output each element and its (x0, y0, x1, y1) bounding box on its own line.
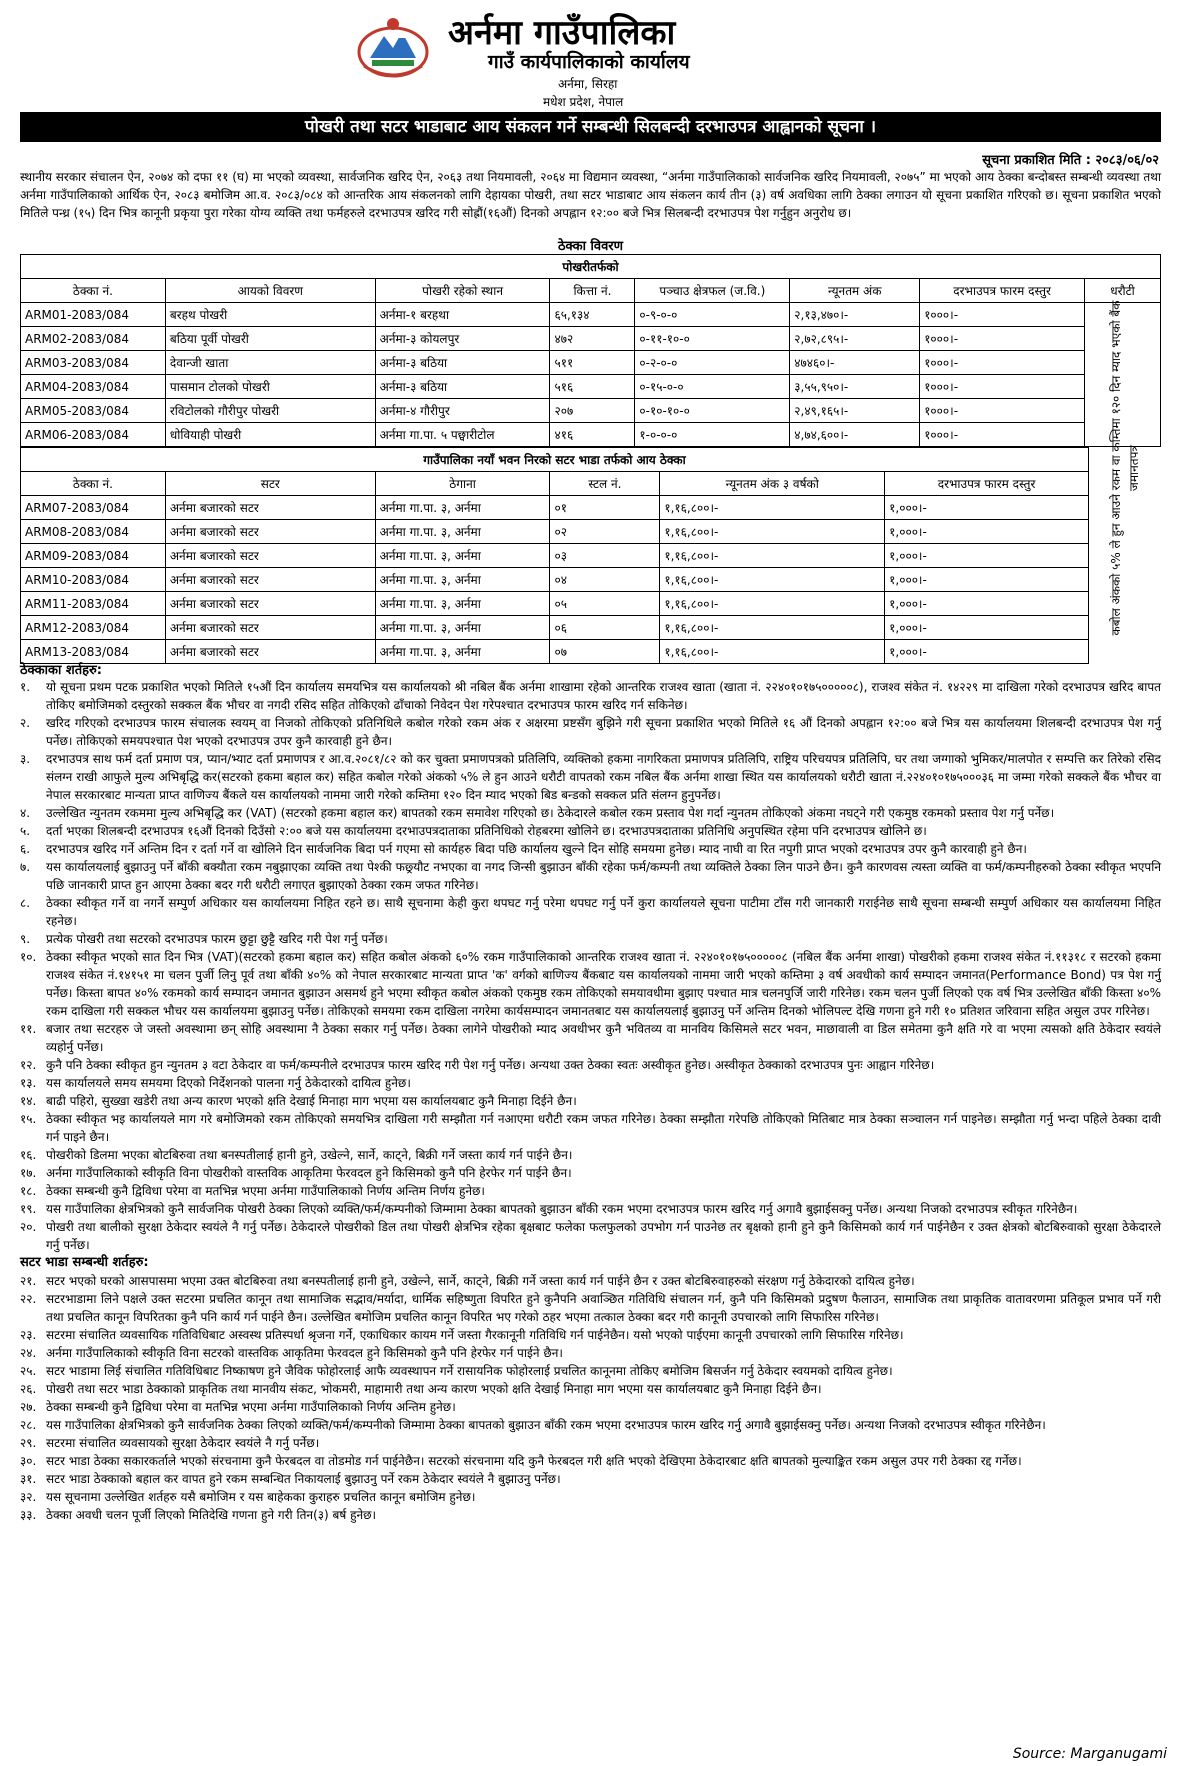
term-text: बजार तथा सटरहरु जे जस्तो अवस्थामा छन् सोहि अवस्थामा नै ठेक्का सकार गर्नु पर्नेछ। ठेक्का लागेने पोखरीको म्याद अवधीभर कुनै भवितव्य वा मानविय किसिमले सटर भवन, माछावाली वा डिल समेतमा कुनै क्षति गरे वा भएमा त्यसको क्षति ठेकेदार स्वयंले व्यहोर्नु पर्नेछ। (46, 1022, 1161, 1054)
table-cell: ०-२-०-० (635, 351, 790, 375)
term-number: २८. (20, 1418, 37, 1432)
table-cell: ARM10-2083/084 (21, 568, 166, 592)
table-cell: अर्नमा बजारको सटर (165, 640, 375, 664)
term-text: ठेक्का स्वीकृत भएको सात दिन भित्र (VAT)(सटरको हकमा बहाल कर) सहित कबोल अंकको ६०% रकम गाउँपालिकाको आन्तरिक राजश्व खाता नं. २२४०१०१७५०००००८ (नबिल बैंक अर्नमा शाखा) पोखरीको हकमा राजश्व संकेत नं.११३१८ र सटरको हकमा राजश्व संकेत नं.१४१५१ मा चलन पुर्जी लिनु पूर्व तथा बाँकी ४०% को नेपाल सरकारबाट मान्यता प्राप्त 'क' वर्गको बाणिज्य बैंकबाट यस कार्यालयको नाममा जारी भएको कम्तिमा ३ वर्ष अवधीको कार्य सम्पादन जमानत(Performance Bond) पत्र पेश गर्नु पर्नेछ। किस्ता बापत ४०% रकमको कार्य सम्पादन जमानत बुझाउन असमर्थ हुने भएमा स्वीकृत कबोल अंकको एकमुष्ठ रकम तोकिएको समयावधीमा बुझाए पश्चात मात्र चलनपुर्जि जारी गरिनेछ। रकम चलन पुर्जी लिएको एक वर्ष भित्र उल्लेखित बाँकी किस्ता ४०% रकम दाखिला गरी सक्कल भौचर यस कार्यालयमा बुझाउनु पर्नेछ। तोकिएको समयमा रकम दाखिला नगरेमा कार्यसम्पादन जमानतबाट यस कार्यालयलाई बुझाउनु पर्ने अन्तिम दिनको भोलिपल्ट देखि गणना हुने गरी १० प्रतिशत जरिवाना सहित असुल उपर गरिनेछ। (46, 950, 1161, 1018)
table-row (21, 327, 1161, 351)
table-row (21, 496, 1089, 520)
term-item (20, 1416, 1161, 1434)
table-cell: ARM02-2083/084 (21, 327, 166, 351)
table-cell: ARM04-2083/084 (21, 375, 166, 399)
table-cell: १,१६,८००।- (660, 568, 885, 592)
source-credit: Source: Marganugami (1012, 1746, 1167, 1762)
shutter-table-header (21, 472, 1089, 496)
table-cell: अर्नमा-३ कोयलपुर (375, 327, 550, 351)
term-number: २. (20, 716, 31, 730)
term-text: ठेक्का स्वीकृत गर्ने वा नगर्ने सम्पुर्ण अधिकार यस कार्यालयमा निहित रहने छ। साथै सूचनामा केही कुरा थपघट गर्नु परेमा थपघट गर्नु पर्ने कुरा कार्यालयले सूचना पाटीमा टाँस गरी जानकारी गराईनेछ साथै सूचना सम्बन्धी सम्पुर्ण अधिकार यस कार्यालयमा निहित रहनेछ। (46, 896, 1161, 928)
term-item (20, 1146, 1161, 1164)
table-cell: ARM12-2083/084 (21, 616, 166, 640)
table-cell: अर्नमा बजारको सटर (165, 568, 375, 592)
term-text: पोखरी तथा सटर भाडा ठेक्काको प्राकृतिक तथा मानवीय संकट, भोकमरी, माहामारी तथा अन्य कारण भएको क्षति देखाई मिनाहा माग भएमा यस कार्यालयबाट कुनै मिनाहा दिईने छैन। (46, 1382, 822, 1396)
term-item (20, 1074, 1161, 1092)
table-cell: १,१६,८००।- (660, 544, 885, 568)
table-cell: १,०००।- (885, 544, 1089, 568)
term-number: १५. (20, 1112, 37, 1126)
term-item (20, 1434, 1161, 1452)
table-cell: अर्नमा गा.पा. ३, अर्नमा (375, 496, 550, 520)
term-number: ४. (20, 806, 31, 820)
notice-page (18, 0, 1163, 1522)
table-row (21, 520, 1089, 544)
term-text: यस कार्यालयलाई बुझाउनु पर्ने बाँकी बक्यौता रकम नबुझाएका व्यक्ति तथा पेश्की फछ्र्यौट नभएका वा नगद जिन्सी बुझाउन बाँकी रहेका फर्म/कम्पनी तथा व्यक्तिले ठेक्का लिन पाउने छैन। कुनै कारणवस त्यस्ता व्यक्ति वा फर्म/कम्पनीहरुको ठेक्का स्वीकृत भएपनि पछि जानकारी प्राप्त हुन आएमा ठेक्का बदर गरी धरौटी लगाएत बुझाएको ठेक्का रकम जफत गरिनेछ। (46, 860, 1161, 892)
table-cell: १,०००।- (885, 520, 1089, 544)
table-row (21, 351, 1161, 375)
masthead (18, 0, 1163, 110)
term-number: ३१. (20, 1472, 37, 1486)
shutter-section-title: गाउँपालिका नयाँ भवन निरको सटर भाडा तर्फको आय ठेक्का (21, 448, 1089, 472)
table-cell: २,४९,१६५।- (790, 399, 920, 423)
term-number: २६. (20, 1382, 37, 1396)
shutter-contract-table (20, 447, 1089, 664)
table-cell: १,१६,८००।- (660, 496, 885, 520)
table-cell: ५१६ (550, 375, 635, 399)
term-text: प्रत्येक पोखरी तथा सटरको दरभाउपत्र फारम छुट्टा छुट्टै खरिद गरी पेश गर्नु पर्नेछ। (46, 932, 388, 946)
table-cell: अर्नमा गा.पा. ३, अर्नमा (375, 640, 550, 664)
table-cell: ARM11-2083/084 (21, 592, 166, 616)
term-item (20, 1326, 1161, 1344)
deposit-note-column (1090, 300, 1154, 670)
table-row (21, 423, 1161, 447)
term-text: सटर भाडा ठेक्का सकारकर्ताले भएको संरचनामा कुनै फेरबदल वा तोडमोड गर्न पाईनेछैन। सटरको संरचनामा यदि कुनै फेरबदल गरी क्षति भएको देखिएमा ठेकेदारबाट क्षति बापतको मुल्याङ्कित रकम असुल उपर गरी ठेक्का रद्द गर्नेछ। (46, 1454, 1022, 1468)
table-cell: १,०००।- (885, 640, 1089, 664)
term-text: यो सूचना प्रथम पटक प्रकाशित भएको मितिले १५औं दिन कार्यालय समयभित्र यस कार्यालयको श्री नबिल बैंक अर्नमा शाखामा रहेको आन्तरिक राजश्व खाता (खाता नं. २२४०१०१७५०००००८), राजश्व संकेत नं. १४२२९ मा दाखिला गरेको दरभाउपत्र खरिद बापत तोकिए बमोजिमको दस्तुरको सक्कल बैंक भौचर वा नगदी रसिद सहित तोकिएको ढाँचाको निवेदन पेश गरेपश्चात दरभाउपत्र फारम खरिद गर्न सकिनेछ। (46, 680, 1161, 712)
table-cell: ४,७४,६००।- (790, 423, 920, 447)
table-cell: अर्नमा गा.पा. ३, अर्नमा (375, 616, 550, 640)
table-cell: ०७ (550, 640, 660, 664)
table-cell: धोवियाही पोखरी (165, 423, 375, 447)
term-number: १३. (20, 1076, 37, 1090)
shutter-header-cell: स्टल नं. (550, 472, 660, 496)
table-cell: ARM07-2083/084 (21, 496, 166, 520)
term-text: सटर भाडामा लिई संचालित गतिविधिबाट निष्काषण हुने जैविक फोहोरलाई आफै व्यवस्थापन गर्ने रासायनिक फोहोरलाई प्रचलित कानूनमा तोकिए बमोजिम बिसर्जन गर्नु ठेकेदार स्वयमको दायित्व हुनेछ। (46, 1364, 893, 1378)
pond-header-cell: ठेक्का नं. (21, 279, 166, 303)
pond-header-cell: न्यूनतम अंक (790, 279, 920, 303)
table-cell: १-०-०-० (635, 423, 790, 447)
term-text: सटरमा संचालित व्यवसायको सुरक्षा ठेकेदार स्वयंले नै गर्नु पर्नेछ। (46, 1436, 320, 1450)
table-cell: ०२ (550, 520, 660, 544)
table-row (21, 616, 1089, 640)
terms-title: ठेक्काका शर्तहरु: (20, 663, 102, 678)
term-number: २७. (20, 1400, 37, 1414)
term-item (20, 894, 1161, 930)
term-text: पोखरी तथा बालीको सुरक्षा ठेकेदार स्वयंले नै गर्नु पर्नेछ। ठेकेदारले पोखरीको डिल तथा पोखरी क्षेत्रभित्र रहेका बृक्षबाट फलेका फलफुलको उपभोग गर्न पाउनेछ तर बृक्षको हानी हुने कुनै किसिमको कार्य गर्न पाईनेछैन र उक्त क्षेत्रको बोटबिरुवाको सुरक्षा ठेकेदारले गर्नु पर्नेछ। (46, 1220, 1161, 1252)
table-cell: १,१६,८००।- (660, 592, 885, 616)
term-item (20, 930, 1161, 948)
table-cell: १,०००।- (885, 592, 1089, 616)
term-text: पोखरीको डिलमा भएका बोटबिरुवा तथा बनस्पतीलाई हानी हुने, उखेल्ने, सार्ने, काट्ने, बिक्री गर्ने जस्ता कार्य गर्न पाईने छैन। (46, 1148, 573, 1162)
term-item (20, 1182, 1161, 1200)
term-number: ५. (20, 824, 31, 838)
table-cell: ०-९-०-० (635, 303, 790, 327)
table-row (21, 640, 1089, 664)
term-text: यस गाउँपालिका क्षेत्रभित्रको कुनै सार्वजनिक पोखरी ठेक्का लिएको व्यक्ति/फर्म/कम्पनीको जिम्मामा ठेक्का बापतको बुझाउन बाँकी रकम भएमा दरभाउपत्र फारम खरिद गर्नु अगावै बुझाईसक्नु पर्नेछ। अन्यथा निजको दरभाउपत्र स्वीकृत गरिनेछैन। (46, 1202, 1078, 1216)
term-text: दरभाउपत्र साथ फर्म दर्ता प्रमाण पत्र, प्यान/भ्याट दर्ता प्रमाणपत्र र आ.व.२०८१/८२ को कर चुक्ता प्रमाणपत्रको प्रतिलिपि, व्यक्तिको हकमा नागरिकता प्रमाणपत्र प्रतिलिपि, राष्ट्रिय परिचयपत्र प्रतिलिपि, घर तथा जग्गाको भुमिकर/मालपोत र सम्पत्ति कर तिरेको रसिद संलग्न राखी आफुले मुल्य अभिबृद्धि कर(सटरको हकमा बहाल कर) सहित कबोल गरेको अंकको ५% ले हुन आउने धरौटी वापतको रकम नबिल बैंक अर्नमा शाखा स्थित यस कार्यालयको धरौटी खाता नं.२२४०१०१७५०००३६ मा जम्मा गरेको सक्कले बैंक भौचर वा नेपाल सरकारबाट मान्यता प्राप्त वाणिज्य बैंकले यस कार्यालयको नाममा जारी गरेको कम्तिमा १२० दिन म्याद भएको बिड बन्डको सक्कल प्रति संलग्न हुनुपर्नेछ। (46, 752, 1161, 802)
term-item (20, 858, 1161, 894)
table-cell: अर्नमा बजारको सटर (165, 496, 375, 520)
term-item (20, 1452, 1161, 1470)
term-number: २५. (20, 1364, 37, 1378)
notice-title: पोखरी तथा सटर भाडाबाट आय संकलन गर्ने सम्बन्धी सिलबन्दी दरभाउपत्र आह्वानको सूचना । (20, 112, 1161, 142)
term-item (20, 1092, 1161, 1110)
term-text: अर्नमा गाउँपालिकाको स्वीकृति विना सटरको वास्तविक आकृतिमा फेरवदल हुने किसिमको कुनै पनि हेरफेर गर्न पाईने छैन। (46, 1346, 563, 1360)
table-cell: ARM13-2083/084 (21, 640, 166, 664)
table-cell: २०७ (550, 399, 635, 423)
term-item (20, 678, 1161, 714)
table-row (21, 375, 1161, 399)
table-cell: १०००।- (920, 303, 1085, 327)
term-item (20, 1272, 1161, 1290)
term-text: कुनै पनि ठेक्का स्वीकृत हुन न्युनतम ३ वटा ठेकेदार वा फर्म/कम्पनीले दरभाउपत्र फारम खरिद गरी पेश गर्नु पर्नेछ। अन्यथा उक्त ठेक्का स्वतः अस्वीकृत हुनेछ। अस्वीकृत ठेक्काको दरभाउपत्र पुनः आह्वान गरिनेछ। (46, 1058, 935, 1072)
table-cell: रविटोलको गौरीपुर पोखरी (165, 399, 375, 423)
term-item (20, 948, 1161, 1020)
table-cell: अर्नमा गा.पा. ३, अर्नमा (375, 592, 550, 616)
shutter-header-cell: ठेक्का नं. (21, 472, 166, 496)
term-number: २२. (20, 1292, 37, 1306)
table-cell: १०००।- (920, 351, 1085, 375)
term-item (20, 1470, 1161, 1488)
table-cell: ०१ (550, 496, 660, 520)
table-cell: १०००।- (920, 423, 1085, 447)
table-cell: ARM08-2083/084 (21, 520, 166, 544)
pond-header-cell: कित्ता नं. (550, 279, 635, 303)
term-number: ६. (20, 842, 31, 856)
term-number: २३. (20, 1328, 37, 1342)
table-cell: ०-१५-०-० (635, 375, 790, 399)
pond-header-cell: दरभाउपत्र फारम दस्तुर (920, 279, 1085, 303)
term-number: ३. (20, 752, 31, 766)
table-cell: ४१६ (550, 423, 635, 447)
table-cell: ARM03-2083/084 (21, 351, 166, 375)
term-item (20, 1290, 1161, 1326)
term-number: ९. (20, 932, 31, 946)
term-text: यस सूचनामा उल्लेखित शर्तहरु यसै बमोजिम र यस बाहेकका कुराहरु प्रचलित कानून बमोजिम हुनेछ। (46, 1490, 476, 1504)
table-cell: ४७४६०।- (790, 351, 920, 375)
term-item (20, 1398, 1161, 1416)
address-line-1: अर्नमा, सिरहा (558, 77, 618, 91)
table-cell: ARM06-2083/084 (21, 423, 166, 447)
term-number: १७. (20, 1166, 37, 1180)
pond-header-cell: धरौटी (1085, 279, 1161, 303)
address-line-2: मधेश प्रदेश, नेपाल (543, 95, 624, 109)
shutter-terms-title: सटर भाडा सम्बन्धी शर्तहरु: (20, 1255, 149, 1270)
table-cell: ०३ (550, 544, 660, 568)
table-cell: ०-१०-१०-० (635, 399, 790, 423)
term-item (20, 1506, 1161, 1524)
term-item (20, 822, 1161, 840)
table-cell: ARM09-2083/084 (21, 544, 166, 568)
term-item (20, 1344, 1161, 1362)
term-text: ठेक्का स्वीकृत भइ कार्यालयले माग गरे बमोजिमको रकम तोकिएको समयभित्र दाखिला गरी सम्झौता गर्न नआएमा धरौटी रकम जफत गरिनेछ। ठेक्का सम्झौता गरेपछि तोकिएको मितिबाट मात्र ठेक्का सञ्चालन गर्न पाइनेछ। सम्झौता गर्नु भन्दा पहिले ठेक्का दावी गर्न पाइने छैन। (46, 1112, 1161, 1144)
term-number: १२. (20, 1058, 37, 1072)
term-text: सटर भाडा ठेक्काको बहाल कर वापत हुने रकम सम्बन्धित निकायलाई बुझाउनु पर्ने रकम ठेकेदार स्वयंले नै बुझाउनु पर्नेछ। (46, 1472, 561, 1486)
term-text: ठेक्का अवधी चलन पूर्जी लिएको मितिदेखि गणना हुने गरी तिन(३) बर्ष हुनेछ। (46, 1508, 377, 1522)
table-cell: बठिया पूर्वी पोखरी (165, 327, 375, 351)
pond-contract-table (20, 254, 1161, 447)
table-row (21, 399, 1161, 423)
term-item (20, 1200, 1161, 1218)
table-cell: अर्नमा-३ बठिया (375, 375, 550, 399)
term-text: उल्लेखित न्युनतम रकममा मुल्य अभिबृद्धि कर (VAT) (सटरको हकमा बहाल कर) बापतको रकम समावेश गरिएको छ। ठेकेदारले कबोल रकम प्रस्ताव पेश गर्दा न्युनतम तोकिएको अंकमा नघट्ने गरी एकमुष्ठ रकमको प्रस्ताव पेश गर्नु पर्नेछ। (46, 806, 1055, 820)
term-number: ३३. (20, 1508, 37, 1522)
term-number: १९. (20, 1202, 37, 1216)
term-number: २४. (20, 1346, 37, 1360)
table-cell: ०५ (550, 592, 660, 616)
table-cell: अर्नमा गा.पा. ३, अर्नमा (375, 520, 550, 544)
term-item (20, 1164, 1161, 1182)
term-text: ठेक्का सम्बन्धी कुनै द्विविधा परेमा वा मतभिन्न भएमा अर्नमा गाउँपालिकाको निर्णय अन्तिम निर्णय हुनेछ। (46, 1184, 485, 1198)
term-number: ७. (20, 860, 31, 874)
table-cell: अर्नमा बजारको सटर (165, 592, 375, 616)
table-cell: ६५,१३४ (550, 303, 635, 327)
term-item (20, 750, 1161, 804)
term-number: १८. (20, 1184, 37, 1198)
table-cell: १,१६,८००।- (660, 616, 885, 640)
table-cell: अर्नमा-३ बठिया (375, 351, 550, 375)
terms-list (20, 678, 1161, 1524)
table-row (21, 303, 1161, 327)
table-cell: बरहथ पोखरी (165, 303, 375, 327)
table-cell: १,१६,८००।- (660, 520, 885, 544)
pond-header-cell: पञ्चाउ क्षेत्रफल (ज.वि.) (635, 279, 790, 303)
shutter-header-cell: न्यूनतम अंक ३ वर्षको (660, 472, 885, 496)
term-text: अर्नमा गाउँपालिकाको स्वीकृति विना पोखरीको वास्तविक आकृतिमा फेरवदल हुने किसिमको कुनै पनि हेरफेर गर्न पाईने छैन। (46, 1166, 572, 1180)
table-cell: अर्नमा गा.पा. ५ पछ्वारीटोल (375, 423, 550, 447)
table-cell: ४७२ (550, 327, 635, 351)
table-cell: ०६ (550, 616, 660, 640)
table-cell: ०४ (550, 568, 660, 592)
term-number: ३२. (20, 1490, 37, 1504)
term-number: ८. (20, 896, 31, 910)
term-item (20, 1020, 1161, 1056)
intro-paragraph: स्थानीय सरकार संचालन ऐन, २०७४ को दफा ११ (घ) मा भएको व्यवस्था, सार्वजनिक खरिद ऐन, २०६३ तथा नियमावली, २०६४ मा विद्यमान व्यवस्था, “अर्नमा गाउँपालिकाको सार्वजनिक खरिद नियमावली, २०७५” मा भएको आय ठेक्का बन्दोबस्त सम्बन्धी व्यवस्था तथा अर्नमा गाउँपालिकाको आर्थिक ऐन, २०८३ बमोजिम आ.व. २०८३/०८४ को आन्तरिक आय संकलनको लागि देहायका पोखरी, तथा सटर भाडाबाट आय संकलन कार्य तीन (३) वर्ष अवधिका लागि ठेक्का लगाउन यो सूचना प्रकाशित गरिएको छ। सूचना प्रकाशित भएको मितिले पन्ध्र (१५) दिन भित्र कानूनी प्रकृया पुरा गरेका योग्य व्यक्ति तथा फर्महरुले दरभाउपत्र खरिद गरी सोह्रौं(१६औं) दिनको अपह्लान १२:०० बजे भित्र सिलबन्दी दरभाउपत्र पेश गर्नुहुन अनुरोध छ। (20, 170, 1161, 220)
term-number: १. (20, 680, 31, 694)
table-cell: १०००।- (920, 375, 1085, 399)
term-text: सटरभाडामा लिने पक्षले उक्त सटरमा प्रचलित कानून तथा सामाजिक सद्भाव/मर्यादा, धार्मिक सहिष्णुता विपरित हुने कुनैपनि अवाञ्छित गतिविधि संचालन गर्न, कुनै पनि किसिमको प्रदुषण फैलाउन, सामाजिक तथा प्राकृतिक वातावरणमा प्रतिकूल प्रभाव पर्ने गरी तथा प्रचलित कानून विपरितका कुनै पनि कार्य गर्न पाईने छैन। उल्लेखित बमोजिम प्रचलित कानून विपरित भए गरेको ठहर भएमा तत्काल ठेक्का बदर गरी कानूनी उपचारको लागि सिफारिस गरिनेछ। (46, 1292, 1161, 1324)
org-subtitle: गाउँ कार्यपालिकाको कार्यालय (488, 51, 690, 73)
shutter-header-cell: सटर (165, 472, 375, 496)
nepal-emblem-icon (356, 14, 430, 80)
pond-table-header (21, 279, 1161, 303)
shutter-header-cell: दरभाउपत्र फारम दस्तुर (885, 472, 1089, 496)
term-text: सटर भएको घरको आसपासमा भएमा उक्त बोटबिरुवा तथा बनस्पतीलाई हानी हुने, उखेल्ने, सार्ने, काट्ने, बिक्री गर्ने जस्ता कार्य गर्न पाईने छैन र उक्त बोटबिरुवाहरुको संरक्षण गर्नु ठेकेदारको दायित्व हुनेछ। (46, 1274, 915, 1288)
table-cell: अर्नमा गा.पा. ३, अर्नमा (375, 568, 550, 592)
table-cell: १,०००।- (885, 568, 1089, 592)
term-number: २९. (20, 1436, 37, 1450)
term-text: दरभाउपत्र खरिद गर्ने अन्तिम दिन र दर्ता गर्ने वा खोलिने दिन सार्वजनिक बिदा पर्न गएमा सो कार्यहरु बिदा पछि कार्यालय खुल्ने दिन सोहि समयमा हुनेछ। म्याद नाघी वा रित नपुगी प्राप्त भएको दरभाउपत्र उपर कुनै कारवाही हुने छैन। (46, 842, 1027, 856)
deposit-note: कबोल अंकको ५% ले हुन आउने रकम वा कम्तिमा १२० दिन म्याद भएको बैंक जमानतपत्र (1109, 300, 1141, 636)
pond-section-title: पोखरीतर्फको (21, 255, 1161, 279)
table-cell: अर्नमा बजारको सटर (165, 616, 375, 640)
term-item (20, 1380, 1161, 1398)
table-cell: अर्नमा बजारको सटर (165, 520, 375, 544)
contract-details-title: ठेक्का विवरण (557, 239, 624, 254)
term-text: ठेक्का सम्बन्धी कुनै द्विविधा परेमा वा मतभिन्न भएमा अर्नमा गाउँपालिकाको निर्णय अन्तिम हुनेछ। (46, 1400, 456, 1414)
table-row (21, 544, 1089, 568)
term-item (20, 804, 1161, 822)
pond-header-cell: आयको विवरण (165, 279, 375, 303)
table-cell: १०००।- (920, 399, 1085, 423)
term-item (20, 840, 1161, 858)
table-cell: ३,५५,९५०।- (790, 375, 920, 399)
table-cell: देवान्जी खाता (165, 351, 375, 375)
table-cell: अर्नमा-४ गौरीपुर (375, 399, 550, 423)
term-text: यस कार्यालयले समय समयमा दिएको निर्देशनको पालना गर्नु ठेकेदारको दायित्व हुनेछ। (46, 1076, 411, 1090)
table-cell: ५११ (550, 351, 635, 375)
table-row (21, 568, 1089, 592)
table-cell: १,०००।- (885, 496, 1089, 520)
table-cell: पासमान टोलको पोखरी (165, 375, 375, 399)
term-number: १४. (20, 1094, 37, 1108)
term-item (20, 1362, 1161, 1380)
table-cell: १,०००।- (885, 616, 1089, 640)
table-cell: अर्नमा बजारको सटर (165, 544, 375, 568)
table-cell: अर्नमा-१ बरहथा (375, 303, 550, 327)
publish-date: सूचना प्रकाशित मिति : २०८३/०६/०२ (982, 153, 1159, 168)
org-title: अर्नमा गाउँपालिका (448, 13, 676, 53)
term-text: सटरमा संचालित व्यवसायिक गतिविधिबाट अस्वस्थ प्रतिस्पर्धा श्रृजना गर्ने, एकाधिकार कायम गर्ने जस्ता गैरकानूनी गतिविधि गर्न पाईनेछैन। यसो भएको पाईएमा कानूनी उपचारको लागि सिफारिस गरिनेछ। (46, 1328, 904, 1342)
term-number: ११. (20, 1022, 37, 1036)
table-row (21, 592, 1089, 616)
term-number: ३०. (20, 1454, 37, 1468)
table-cell: १,१६,८००।- (660, 640, 885, 664)
term-item (20, 1218, 1161, 1254)
table-cell: २,१३,४७०।- (790, 303, 920, 327)
term-number: १६. (20, 1148, 37, 1162)
shutter-header-cell: ठेगाना (375, 472, 550, 496)
term-number: २०. (20, 1220, 37, 1234)
pond-header-cell: पोखरी रहेको स्थान (375, 279, 550, 303)
term-item (20, 1056, 1161, 1074)
table-cell: अर्नमा गा.पा. ३, अर्नमा (375, 544, 550, 568)
term-item (20, 1488, 1161, 1506)
table-cell: ०-११-१०-० (635, 327, 790, 351)
table-cell: १०००।- (920, 327, 1085, 351)
term-text: खरिद गरिएको दरभाउपत्र फारम संचालक स्वयम् वा निजको तोकिएको प्रतिनिधिले कबोल गरेको रकम अंक र अक्षरमा प्रष्टसँग बुझिने गरी सूचना प्रकाशित भएको मितिले १६ औं दिनको अपह्लान १२:०० बजे भित्र यस कार्यालयमा शिलबन्दी दरभाउपत्र पेश गर्नु पर्नेछ। तोकिएको समयपश्चात पेश भएको दरभाउपत्र उपर कुनै कारवाही हुने छैन। (46, 716, 1161, 748)
term-item (20, 714, 1161, 750)
term-text: यस गाउँपालिका क्षेत्रभित्रको कुनै सार्वजनिक ठेक्का लिएको व्यक्ति/फर्म/कम्पनीको जिम्मामा ठेक्का बापतको बुझाउन बाँकी रकम भएमा दरभाउपत्र फारम खरिद गर्नु अगावै बुझाईसक्नु पर्नेछ। अन्यथा निजको दरभाउपत्र स्वीकृत गरिनेछैन। (46, 1418, 1046, 1432)
term-text: दर्ता भएका शिलबन्दी दरभाउपत्र १६औं दिनको दिउँसो २:०० बजे यस कार्यालयमा दरभाउपत्रदाताका प्रतिनिधिको रोहबरमा खोलिने छ। दरभाउपत्रदाताका प्रतिनिधि अनुपस्थित रहेमा पनि दरभाउपत्र खोलिने छ। (46, 824, 927, 838)
term-number: १०. (20, 950, 37, 964)
term-number: २१. (20, 1274, 37, 1288)
term-text: बाढी पहिरो, सुख्खा खडेरी तथा अन्य कारण भएको क्षति देखाई मिनाहा माग भएमा यस कार्यालयबाट कुनै मिनाहा दिईने छैन। (46, 1094, 577, 1108)
term-item (20, 1110, 1161, 1146)
table-cell: ARM01-2083/084 (21, 303, 166, 327)
table-cell: २,७२,८९५।- (790, 327, 920, 351)
table-cell: ARM05-2083/084 (21, 399, 166, 423)
